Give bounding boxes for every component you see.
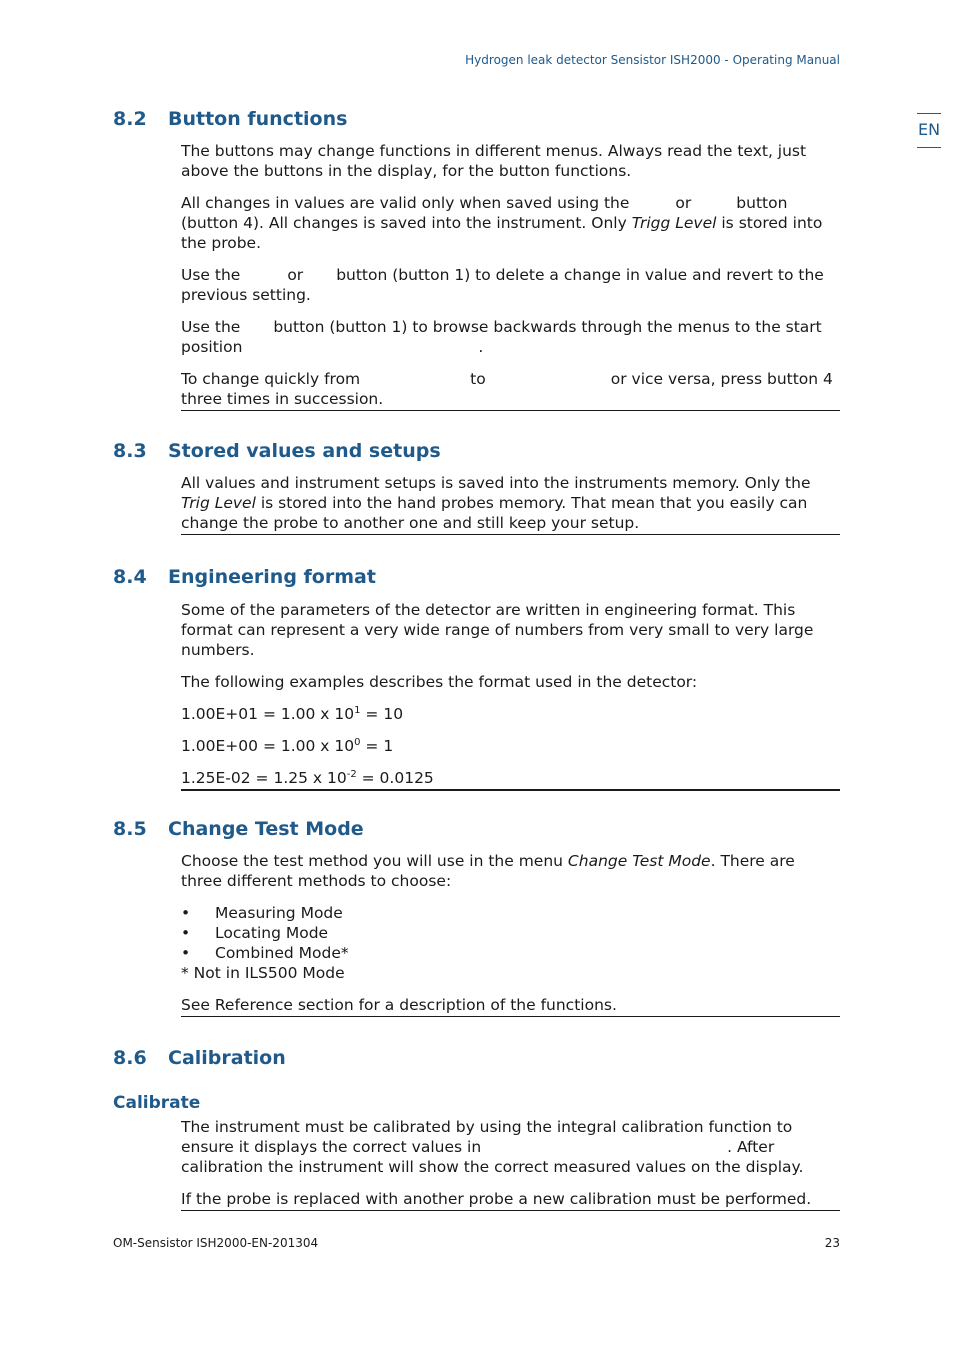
paragraph: The instrument must be calibrated by using the integral calibration function to ensure it displays the correct values in . After calibration the instrument will show the correct measured values on the display.	[181, 1118, 804, 1176]
paragraph: If the probe is replaced with another probe a new calibration must be performed.	[181, 1190, 812, 1208]
list-item: • Locating Mode	[181, 924, 329, 942]
section-number: 8.3	[113, 440, 147, 462]
paragraph: See Reference section for a description of the functions.	[181, 996, 617, 1014]
section-body-8-6	[181, 1117, 840, 1211]
section-heading-8-3	[113, 440, 441, 462]
example-line: 1.00E+00 = 1.00 x $10^0 = 1$	[181, 736, 394, 755]
mode-list	[181, 903, 840, 963]
section-title: Engineering format	[168, 566, 376, 588]
section-heading-8-5	[113, 818, 364, 840]
section-number: 8.2	[113, 108, 147, 130]
example-line: 1.00E+01 = 1.00 x $10^1 = 10$	[181, 704, 404, 723]
paragraph: All changes in values are valid only when saved using the or button (button 4). All changes is saved into the instrument. Only Trigg Level is stored into the probe.	[181, 194, 823, 252]
paragraph: The following examples describes the format used in the detector:	[181, 673, 698, 691]
paragraph: Use the or button (button 1) to delete a change in value and revert to the previous setting.	[181, 266, 824, 304]
section-title: Stored values and setups	[168, 440, 441, 462]
paragraph: All values and instrument setups is saved into the instruments memory. Only the Trig Level is stored into the hand probes memory. That mean that you easily can change the probe to another one and still keep your setup.	[181, 474, 811, 532]
section-title: Button functions	[168, 108, 348, 130]
section-body-8-4	[181, 600, 840, 791]
paragraph: Choose the test method you will use in the menu Change Test Mode. There are three different methods to choose:	[181, 852, 795, 890]
section-body-8-5	[181, 851, 840, 1017]
subsection-heading-calibrate: Calibrate	[113, 1093, 201, 1113]
section-heading-8-2	[113, 108, 347, 130]
section-title: Calibration	[168, 1047, 286, 1069]
footnote: * Not in ILS500 Mode	[181, 964, 345, 982]
list-item: • Combined Mode*	[181, 944, 349, 962]
footer-page-number: 23	[824, 1236, 840, 1250]
section-heading-8-6	[113, 1047, 286, 1069]
paragraph: The buttons may change functions in different menus. Always read the text, just above the buttons in the display, for the button functions.	[181, 142, 807, 180]
header-title: Hydrogen leak detector Sensistor ISH2000	[465, 53, 721, 67]
running-header	[465, 53, 840, 67]
section-body-8-2	[181, 141, 840, 411]
paragraph: To change quickly from to or vice versa, press button 4 three times in succession.	[181, 370, 833, 408]
paragraph: Use the button (button 1) to browse backwards through the menus to the start position .	[181, 318, 822, 356]
footer-doc-id: OM-Sensistor ISH2000-EN-201304	[113, 1236, 319, 1250]
section-heading-8-4	[113, 566, 376, 588]
paragraph: Some of the parameters of the detector are written in engineering format. This format can represent a very wide range of numbers from very small to very large numbers.	[181, 601, 814, 659]
list-item: • Measuring Mode	[181, 904, 343, 922]
header-separator: -	[720, 53, 733, 67]
section-title: Change Test Mode	[168, 818, 364, 840]
section-number: 8.6	[113, 1047, 147, 1069]
header-subtitle: Operating Manual	[732, 53, 840, 67]
language-tab: EN	[917, 113, 941, 148]
section-number: 8.4	[113, 566, 147, 588]
example-line: 1.25E-02 = 1.25 x $10^{-2} = 0.0125$	[181, 768, 434, 787]
section-number: 8.5	[113, 818, 147, 840]
section-body-8-3	[181, 473, 840, 535]
